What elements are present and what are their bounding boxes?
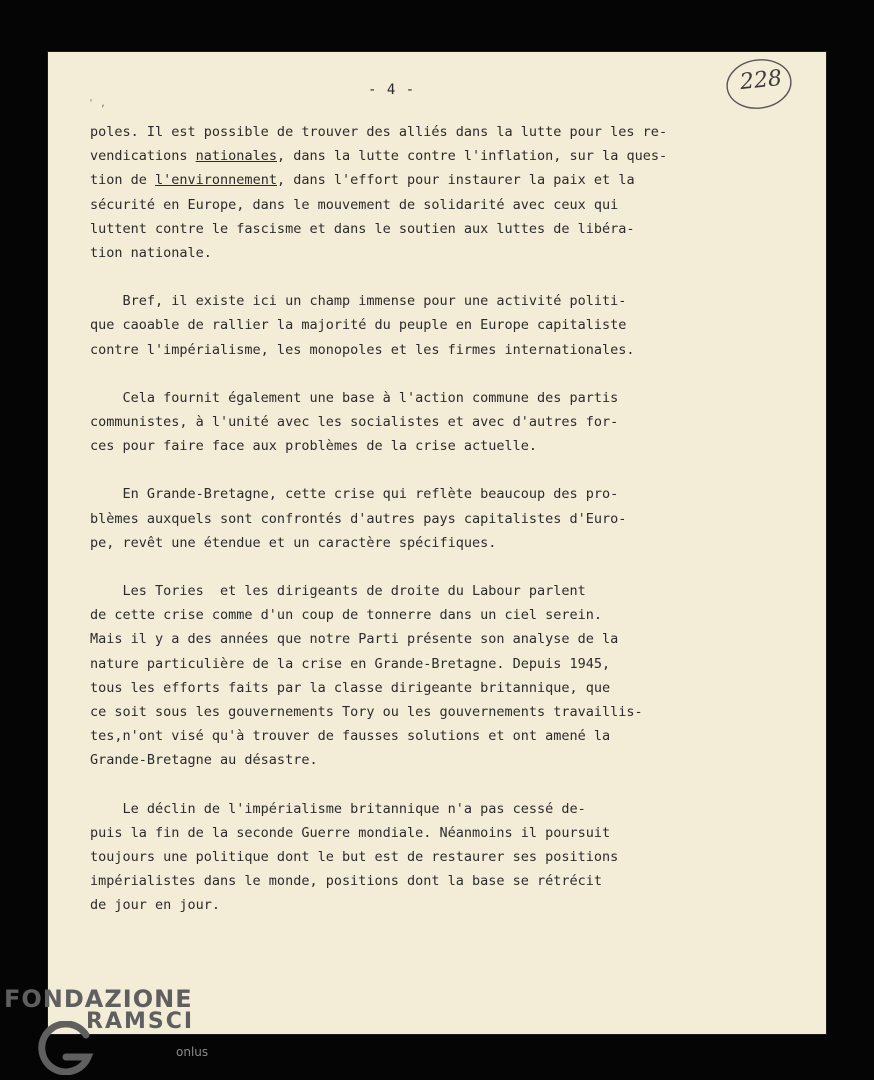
- paragraph-4: [90, 482, 790, 555]
- text-line: ces pour faire face aux problèmes de la crise actuelle.: [90, 438, 538, 455]
- text-line: Cela fournit également une base à l'action commune des partis: [90, 389, 619, 406]
- watermark-subtitle: RAMSCI: [86, 1009, 195, 1034]
- text-line: pe, revêt une étendue et un caractère spécifiques.: [90, 534, 497, 551]
- text-line: luttent contre le fascisme et dans le soutien aux luttes de libéra-: [90, 220, 635, 237]
- text-line: Grande-Bretagne au désastre.: [90, 752, 318, 769]
- margin-mark: ' ,: [88, 98, 107, 109]
- paragraph-1: [90, 120, 790, 265]
- fondazione-gramsci-watermark: [4, 985, 224, 1075]
- text-line: tion nationale.: [90, 245, 212, 262]
- text-line: nature particulière de la crise en Grande-Bretagne. Depuis 1945,: [90, 655, 611, 672]
- watermark-onlus: onlus: [176, 1045, 209, 1059]
- paragraph-3: [90, 386, 790, 459]
- page-number: - 4 -: [368, 82, 416, 98]
- text-line: de jour en jour.: [90, 897, 221, 914]
- watermark-title: FONDAZIONE: [4, 985, 193, 1013]
- gramsci-g-logo-icon: [34, 1021, 94, 1075]
- text-line: blèmes auxquels sont confrontés d'autres pays capitalistes d'Euro-: [90, 510, 627, 527]
- text-line: poles. Il est possible de trouver des alliés dans la lutte pour les re-: [90, 124, 668, 140]
- text-line: Bref, il existe ici un champ immense pour une activité politi-: [90, 293, 627, 310]
- text-line: que caoable de rallier la majorité du peuple en Europe capitaliste: [90, 317, 627, 334]
- text-line: toujours une politique dont le but est de restaurer ses positions: [90, 849, 619, 866]
- text-line: Le déclin de l'impérialisme britannique n'a pas cessé de-: [90, 800, 586, 817]
- text-line: de cette crise comme d'un coup de tonnerre dans un ciel serein.: [90, 607, 603, 624]
- text-line: tes,n'ont visé qu'à trouver de fausses solutions et ont amené la: [90, 728, 611, 745]
- text-line: tous les efforts faits par la classe dirigeante britannique, que: [90, 679, 611, 696]
- archive-number-text: 228: [738, 65, 784, 96]
- text-line: Les Tories et les dirigeants de droite du Labour parlent: [90, 583, 586, 600]
- paragraph-2: [90, 289, 790, 362]
- text-line-segment: , dans la lutte contre l'inflation, sur la ques-: [276, 148, 668, 165]
- text-line-segment: , dans l'effort pour instaurer la paix et la: [276, 172, 635, 189]
- archive-number-stamp: [724, 56, 794, 112]
- underlined-word: nationales: [195, 148, 277, 165]
- document-page: [48, 52, 826, 1034]
- text-line-segment: tion de: [90, 172, 156, 189]
- paragraph-5: [90, 579, 790, 773]
- text-line: Mais il y a des années que notre Parti présente son analyse de la: [90, 631, 619, 648]
- text-line: puis la fin de la seconde Guerre mondiale. Néanmoins il poursuit: [90, 824, 611, 841]
- text-line: sécurité en Europe, dans le mouvement de solidarité avec ceux qui: [90, 196, 619, 213]
- text-line: communistes, à l'unité avec les socialistes et avec d'autres for-: [90, 414, 619, 431]
- text-line: En Grande-Bretagne, cette crise qui reflète beaucoup des pro-: [90, 486, 619, 503]
- text-line: ce soit sous les gouvernements Tory ou les gouvernements travaillis-: [90, 704, 643, 721]
- paragraph-6: [90, 797, 790, 918]
- document-body: [90, 120, 790, 942]
- text-line: contre l'impérialisme, les monopoles et les firmes internationales.: [90, 341, 635, 358]
- text-line: [90, 168, 790, 192]
- underlined-word: l'environnement: [155, 172, 277, 189]
- text-line: [90, 144, 790, 168]
- text-line: impérialistes dans le monde, positions dont la base se rétrécit: [90, 873, 603, 890]
- text-line-segment: vendications: [90, 148, 196, 165]
